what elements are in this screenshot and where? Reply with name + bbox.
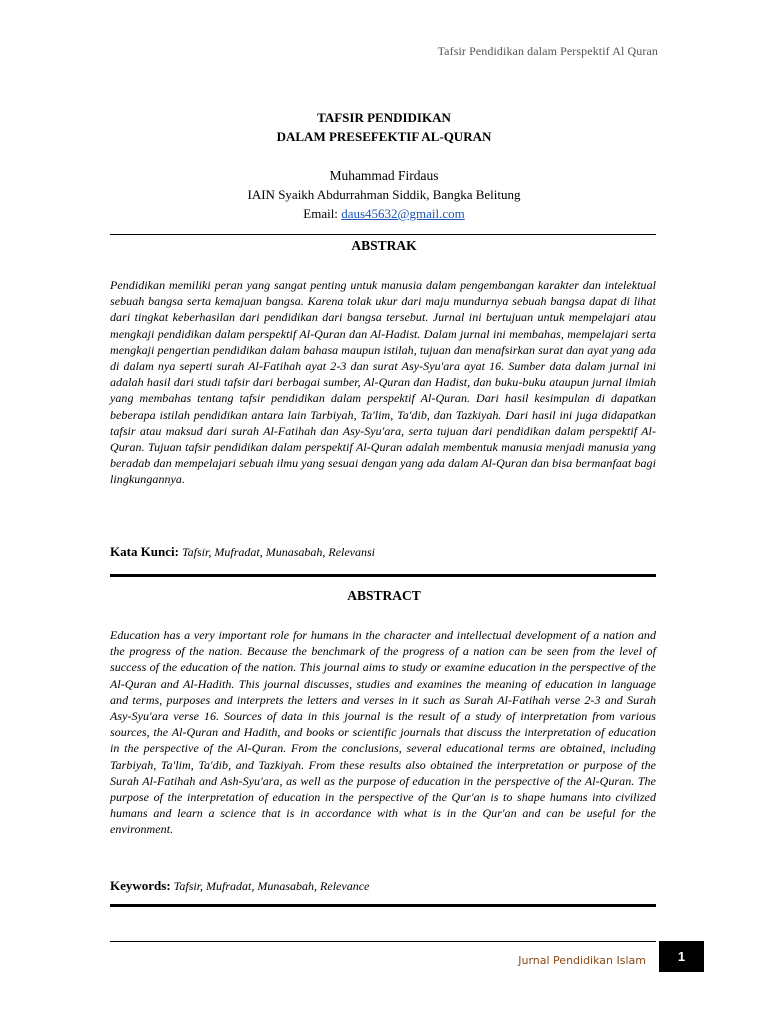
abstrak-keywords [110, 544, 656, 560]
author-email-line [0, 204, 768, 223]
page-number: 1 [677, 949, 686, 964]
author-email-label: Email: [303, 206, 342, 221]
paper-title [0, 108, 768, 146]
abstrak-text: Pendidikan memiliki peran yang sangat penting untuk manusia dalam pengembangan karakter dan intelektual sebuah bangsa serta kemajuan bangsa. Karena tolak ukur dari maju mundurnya sebuah bangsa dapat di lihat dari tingkat keberhasilan dari pendidikan dari bangsa tersebut. Jurnal ini bertujuan untuk mempelajari atau mengkaji pendidikan dalam perspektif Al-Quran dan Al-Hadist. Dalam jurnal ini membahas, mempelajari serta mengkaji pengertian pendidikan dalam bahasa maupun istilah, tujuan dan menafsirkan surat dan ayat yang ada di dalam nya seperti surah Al-Fatihah ayat 2-3 dan surat Asy-Syu'ara ayat 16. Sumber data dalam jurnal ini adalah hasil dari studi tafsir dari berbagai sumber, Al-Quran dan Hadist, dan buku-buku ataupun jurnal ilmiah yang membahas tentang tafsir pendidikan dalam perspektif Al-Quran. Dari hasil kesimpulan di dapatkan beberapa istilah pendidikan antara lain Tarbiyah, Ta'lim, Ta'dib, dan Tazkiyah. Dari hasil ini juga didapatkan tafsir atau maksud dari surah Al-Fatihah dan Asy-Syu'ara, serta tujuan dari pendidikan dalam perspektif Al-Quran. Tujuan tafsir pendidikan dalam perspektif Al-Quran adalah membentuk manusia menjadi manusia yang beradab dan mempelajari sebuah ilmu yang sesuai dengan yang ada dalam Al-Quran dan bisa bermanfaat bagi lingkungannya. [110, 278, 656, 487]
divider-middle [110, 574, 656, 577]
paper-title-line-1: TAFSIR PENDIDIKAN [317, 110, 451, 125]
paper-title-line-2: DALAM PRESEFEKTIF AL-QURAN [276, 129, 492, 144]
abstract-text: Education has a very important role for humans in the character and intellectual development of a nation and the progress of the nation. Because the benchmark of the progress of a nation can be seen from the level of success of the education of the nation. This journal aims to study or examine education in the perspective of the Al-Quran and Al-Hadith. This journal discusses, studies and examines the meaning of education in language and terms, purposes and interprets the letters and verses in it such as Surah Al-Fatihah verse 2-3 and Surah Asy-Syu'ara verse 16. Sources of data in this journal is the result of a study of interpretation from various sources, the Al-Quran and Hadith, and books or scientific journals that discuss the interpretation of education in the perspective of the Al-Quran. From the conclusions, several educational terms are obtained, including Tarbiyah, Ta'lim, Ta'dib, and Tazkiyah. From these results also obtained the interpretation or purpose of the Surah Al-Fatihah and Ash-Syu'ara, as well as the purpose of education in the perspective of the Al-Quran. The purpose of the interpretation of education in the perspective of the Qur'an is to shape humans into civilized humans and learn a science that is in accordance with what is in the Qur'an and can be useful for the environment. [110, 628, 656, 837]
abstrak-heading: ABSTRAK [351, 238, 417, 253]
author-block [0, 166, 768, 223]
abstract-keywords-label: Keywords: [110, 878, 171, 893]
divider-top [110, 234, 656, 235]
running-header-title: Tafsir Pendidikan dalam Perspektif Al Quran [437, 44, 658, 58]
divider-bottom [110, 904, 656, 907]
page-number-badge [659, 941, 704, 972]
footer-rule [110, 941, 656, 942]
abstrak-keywords-label: Kata Kunci: [110, 544, 179, 559]
author-email-link[interactable]: daus45632@gmail.com [341, 206, 465, 221]
footer-journal-name: Jurnal Pendidikan Islam [518, 954, 646, 967]
abstract-keywords-values: Tafsir, Mufradat, Munasabah, Relevance [173, 879, 370, 893]
abstrak-keywords-values: Tafsir, Mufradat, Munasabah, Relevansi [182, 545, 376, 559]
author-affiliation: IAIN Syaikh Abdurrahman Siddik, Bangka Belitung [247, 187, 521, 202]
abstract-keywords [110, 878, 656, 894]
abstract-heading: ABSTRACT [347, 588, 421, 603]
author-name: Muhammad Firdaus [329, 168, 439, 183]
